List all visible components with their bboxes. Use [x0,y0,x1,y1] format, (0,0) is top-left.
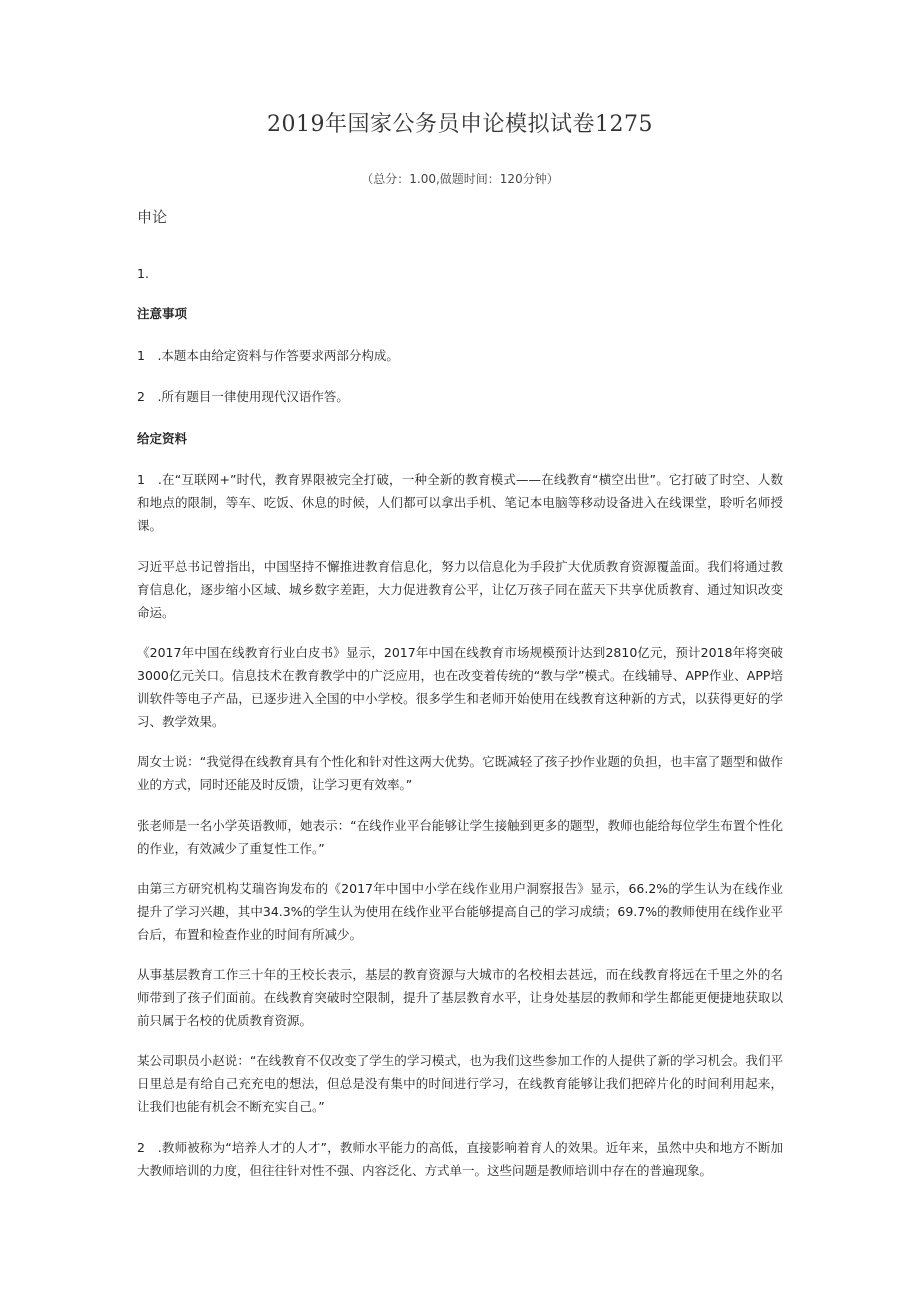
materials-heading: 给定资料 [137,431,188,446]
material-paragraph: 习近平总书记曾指出，中国坚持不懈推进教育信息化，努力以信息化为手段扩大优质教育资源覆盖面。我们将通过教育信息化，逐步缩小区域、城乡数字差距，大力促进教育公平，让亿万孩子同在蓝天下共享优质教育、通过知识改变命运。 [137,559,783,620]
material-paragraph: 1 .在“互联网+”时代，教育界限被完全打破，一种全新的教育模式——在线教育“横空出世”。它打破了时空、人数和地点的限制，等车、吃饭、休息的时候，人们都可以拿出手机、笔记本电脑等移动设备进入在线课堂，聆听名师授课。 [137,472,783,533]
material-paragraph: 某公司职员小赵说：“在线教育不仅改变了学生的学习模式，也为我们这些参加工作的人提供了新的学习机会。我们平日里总是有给自己充充电的想法，但总是没有集中的时间进行学习，在线教育能够让我们把碎片化的时间利用起来，让我们也能有机会不断充实自己。” [137,1053,783,1114]
material-paragraph: 由第三方研究机构艾瑞咨询发布的《2017年中国中小学在线作业用户洞察报告》显示，66.2%的学生认为在线作业提升了学习兴趣，其中34.3%的学生认为使用在线作业平台能够提高自己的学习成绩；69.7%的教师使用在线作业平台后，布置和检查作业的时间有所减少。 [137,881,783,942]
notice-item: 1 .本题本由给定资料与作答要求两部分构成。 [137,348,399,363]
material-paragraph: 张老师是一名小学英语教师，她表示：“在线作业平台能够让学生接触到更多的题型，教师也能给每位学生布置个性化的作业，有效减少了重复性工作。” [137,818,783,856]
section-heading: 申论 [137,208,168,226]
material-paragraph: 从事基层教育工作三十年的王校长表示，基层的教育资源与大城市的名校相去甚远，而在线教育将远在千里之外的名师带到了孩子们面前。在线教育突破时空限制，提升了基层教育水平，让身处基层的教师和学生都能更便捷地获取以前只属于名校的优质教育资源。 [137,967,783,1028]
material-paragraph: 《2017年中国在线教育行业白皮书》显示，2017年中国在线教育市场规模预计达到2810亿元，预计2018年将突破3000亿元关口。信息技术在教育教学中的广泛应用，也在改变着传统的“教与学”模式。在线辅导、APP作业、APP培训软件等电子产品，已逐步进入全国的中小学校。很多学生和老师开始使用在线教育这种新的方式，以获得更好的学习、教学效果。 [137,645,783,729]
material-paragraph: 2 .教师被称为“培养人才的人才”，教师水平能力的高低，直接影响着育人的效果。近年来，虽然中央和地方不断加大教师培训的力度，但往往针对性不强、内容泛化、方式单一。这些问题是教师培训中存在的普遍现象。 [137,1140,783,1178]
material-paragraph: 周女士说：“我觉得在线教育具有个性化和针对性这两大优势。它既减轻了孩子抄作业题的负担，也丰富了题型和做作业的方式，同时还能及时反馈，让学习更有效率。” [137,754,783,792]
notice-heading: 注意事项 [137,306,188,321]
notice-item: 2 .所有题目一律使用现代汉语作答。 [137,389,349,404]
exam-info: （总分：1.00,做题时间：120分钟） [361,172,559,186]
question-number: 1. [137,266,149,281]
page-title: 2019年国家公务员申论模拟试卷1275 [267,112,653,137]
